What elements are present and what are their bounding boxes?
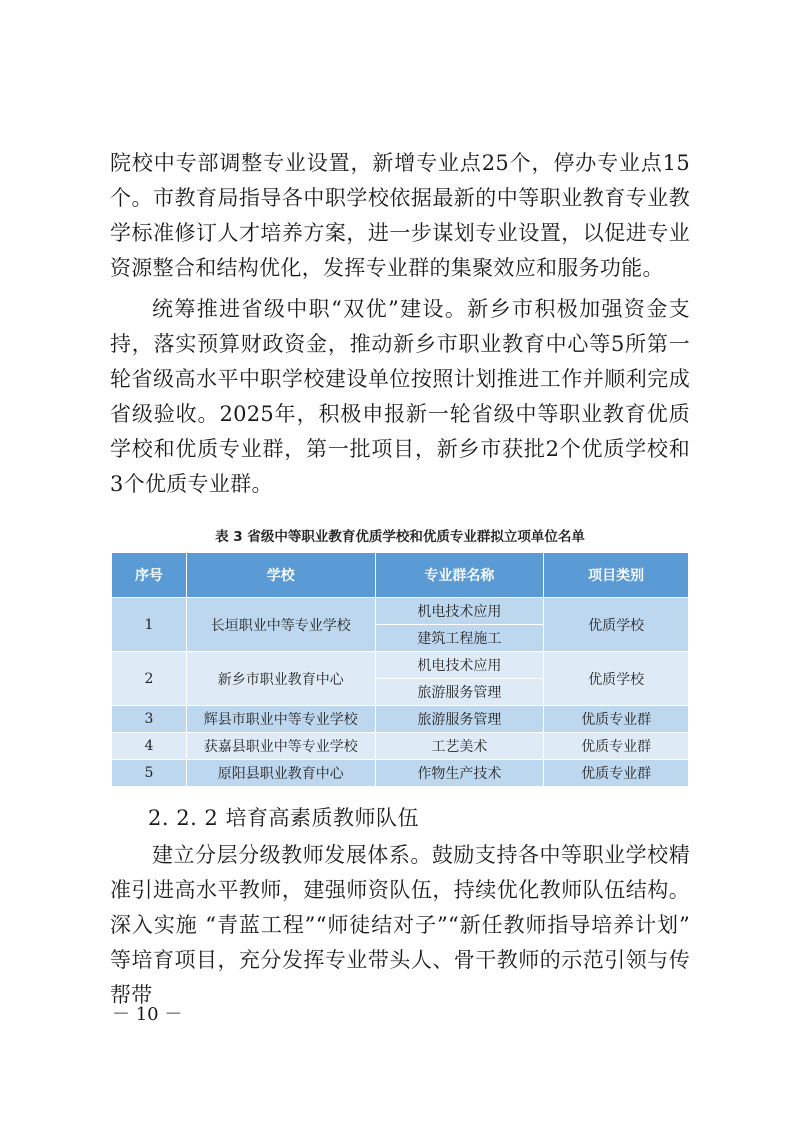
cell-school: 原阳县职业教育中心	[186, 760, 375, 787]
column-header-major-group: 专业群名称	[375, 553, 544, 598]
body-paragraph-1: 院校中专部调整专业设置，新增专业点25个，停办专业点15个。市教育局指导各中职学校依据最新的中等职业教育专业教学标准修订人才培养方案，进一步谋划专业设置，以促进专业资源整合和结构优化，发挥专业群的集聚效应和服务功能。	[110, 151, 690, 280]
cell-category: 优质专业群	[544, 760, 689, 787]
table-caption: 表 3 省级中等职业教育优质学校和优质专业群拟立项单位名单	[215, 529, 585, 545]
cell-school: 长垣职业中等专业学校	[186, 598, 375, 652]
cell-major: 机电技术应用	[375, 652, 544, 679]
cell-major: 作物生产技术	[375, 760, 544, 787]
cell-major: 旅游服务管理	[375, 679, 544, 706]
cell-major: 机电技术应用	[375, 598, 544, 625]
cell-category: 优质学校	[544, 652, 689, 706]
section-heading: 2. 2. 2 培育高素质教师队伍	[148, 806, 419, 830]
table-header-row	[112, 553, 689, 598]
cell-category: 优质专业群	[544, 733, 689, 760]
column-header-no: 序号	[112, 553, 187, 598]
cell-no: 5	[112, 760, 187, 787]
cell-school: 获嘉县职业中等专业学校	[186, 733, 375, 760]
table-row	[112, 706, 689, 733]
cell-category: 优质专业群	[544, 706, 689, 733]
cell-major: 旅游服务管理	[375, 706, 544, 733]
cell-major: 建筑工程施工	[375, 625, 544, 652]
cell-no: 1	[112, 598, 187, 652]
cell-no: 4	[112, 733, 187, 760]
cell-major: 工艺美术	[375, 733, 544, 760]
cell-category: 优质学校	[544, 598, 689, 652]
column-header-school: 学校	[186, 553, 375, 598]
page-number: － 10 －	[112, 1004, 183, 1025]
body-paragraph-2: 统筹推进省级中职“双优”建设。新乡市积极加强资金支持，落实预算财政资金，推动新乡市职业教育中心等5所第一轮省级高水平中职学校建设单位按照计划推进工作并顺利完成省级验收。2025年，积极申报新一轮省级中等职业教育优质学校和优质专业群，第一批项目，新乡市获批2个优质学校和3个优质专业群。	[110, 297, 690, 496]
cell-no: 3	[112, 706, 187, 733]
table-row	[112, 652, 689, 679]
table-row	[112, 733, 689, 760]
body-paragraph-3: 建立分层分级教师发展体系。鼓励支持各中等职业学校精准引进高水平教师，建强师资队伍，持续优化教师队伍结构。深入实施 “青蓝工程”“师徒结对子”“新任教师指导培养计划” 等培育项目，充分发挥专业带头人、骨干教师的示范引领与传帮带	[110, 843, 690, 1007]
cell-school: 辉县市职业中等专业学校	[186, 706, 375, 733]
cell-school: 新乡市职业教育中心	[186, 652, 375, 706]
table-row	[112, 760, 689, 787]
data-table	[111, 552, 689, 787]
table-row	[112, 598, 689, 625]
cell-no: 2	[112, 652, 187, 706]
column-header-category: 项目类别	[544, 553, 689, 598]
